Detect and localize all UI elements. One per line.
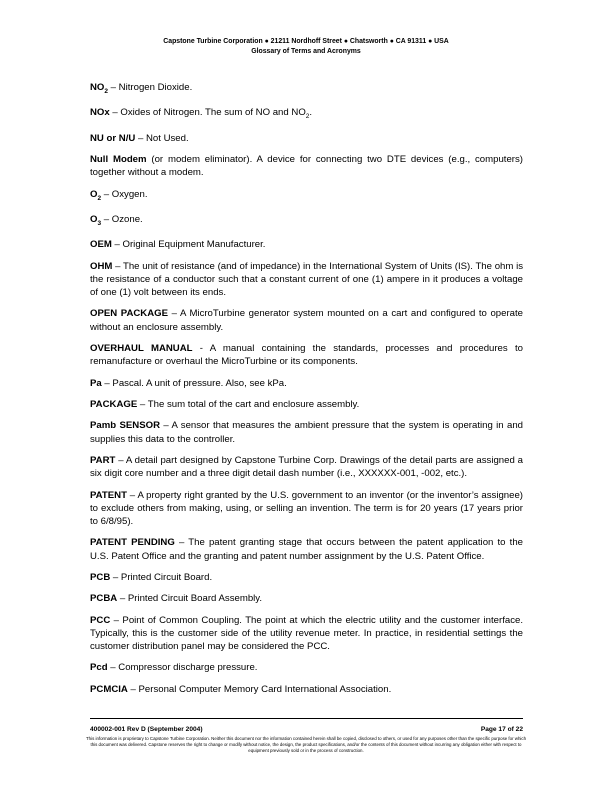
glossary-content: [90, 81, 523, 704]
glossary-entry-pa: [90, 377, 523, 390]
glossary-term: OVERHAUL MANUAL: [90, 342, 193, 354]
glossary-term: NU or N/U: [90, 132, 136, 144]
glossary-term: OHM: [90, 260, 113, 272]
glossary-definition: – A MicroTurbine generator system mounted on a cart and configured to operate without an enclosure assembly.: [90, 308, 523, 333]
glossary-term: Pa: [90, 377, 102, 389]
glossary-term: PATENT: [90, 489, 127, 501]
glossary-definition: – Original Equipment Manufacturer.: [111, 239, 266, 251]
glossary-definition: – The unit of resistance (and of impedance) in the International System of Units (IS). The ohm is the resistance of a conductor such that a constant current of one (1) ampere in it produces a voltage of one (1) volt between its ends.: [90, 260, 523, 298]
glossary-entry-oem: [90, 238, 523, 251]
glossary-term: OPEN PACKAGE: [90, 308, 169, 320]
glossary-term: PART: [90, 454, 116, 466]
page-footer: [90, 725, 523, 734]
glossary-term: PCB: [90, 571, 111, 583]
glossary-definition: – Pascal. A unit of pressure. Also, see kPa.: [101, 377, 287, 389]
glossary-entry-package: [90, 398, 523, 411]
glossary-definition: – The patent granting stage that occurs between the patent application to the U.S. Patent Office and the granting and patent number assignment by the U.S. Patent Office.: [90, 537, 523, 562]
glossary-term: $O_3$: [90, 213, 102, 227]
glossary-term: NOx: [90, 107, 110, 119]
glossary-definition: – Printed Circuit Board.: [110, 571, 213, 583]
glossary-entry-nu: [90, 132, 523, 145]
glossary-term: Pamb SENSOR: [90, 420, 161, 432]
glossary-definition: – A property right granted by the U.S. government to an inventor (or the inventor’s assignee) to exclude others from making, using, or selling an invention. The term is for 20 years (17 years prior to 6/8/95).: [90, 489, 523, 527]
glossary-entry-pcc: [90, 614, 523, 654]
glossary-entry-o2: [90, 188, 523, 205]
glossary-definition: (or modem eliminator). A device for connecting two DTE devices (e.g., computers) together without a modem.: [90, 153, 523, 179]
glossary-term: Null Modem: [90, 153, 147, 165]
glossary-entry-no2: [90, 81, 523, 98]
glossary-definition: – Compressor discharge pressure.: [107, 662, 258, 674]
glossary-term: PCMCIA: [90, 683, 128, 695]
glossary-definition: – A sensor that measures the ambient pressure that the system is operating in and supplies this data to the controller.: [90, 420, 524, 445]
glossary-entry-pcd: [90, 661, 523, 674]
glossary-entry-ohm: [90, 260, 523, 300]
glossary-definition: – A detail part designed by Capstone Turbine Corp. Drawings of the detail parts are assigned a six digit core number and a three digit detail dash number (i.e., XXXXXX-001, -002, etc.).: [90, 454, 523, 480]
glossary-entry-o3: [90, 213, 523, 230]
glossary-entry-null-modem: [90, 153, 523, 179]
proprietary-notice: This information is proprietary to Capstone Turbine Corporation. Neither this document nor the information contained herein shall be copied, disclosed to others, or used for any purposes other than the specific purpose for which this document was delivered. Capstone reserves the right to change or modify without notice, the design, the product specifications, and/or the contents of this document without incurring any obligation either with respect to equipment previously sold or in the process of construction.: [85, 736, 527, 754]
glossary-definition: – Nitrogen Dioxide.: [108, 82, 193, 93]
glossary-term: OEM: [90, 239, 112, 251]
glossary-definition: – The sum total of the cart and enclosure assembly.: [137, 398, 360, 410]
glossary-term: PCC: [90, 614, 111, 626]
glossary-entry-part: [90, 454, 523, 480]
glossary-term: $O_2$: [90, 188, 102, 202]
glossary-entry-nox: [90, 106, 523, 123]
glossary-entry-pamb-sensor: [90, 419, 523, 445]
glossary-entry-pcb: [90, 571, 523, 584]
glossary-definition: - A manual containing the standards, processes and procedures to remanufacture or overhaul the MicroTurbine or its components.: [90, 342, 523, 368]
glossary-term: PACKAGE: [90, 398, 138, 410]
page-number: Page 17 of 22: [480, 726, 523, 733]
glossary-definition: – Ozone.: [101, 213, 143, 225]
glossary-entry-overhaul-manual: [90, 342, 523, 368]
glossary-entry-pcmcia: [90, 683, 523, 696]
document-title: Glossary of Terms and Acronyms: [251, 48, 361, 55]
glossary-entry-open-package: [90, 307, 523, 333]
glossary-term: $NO_2$: [90, 82, 109, 95]
glossary-definition: – Not Used.: [135, 132, 189, 144]
glossary-definition: – Oxygen.: [101, 188, 148, 200]
glossary-term: Pcd: [90, 662, 108, 674]
glossary-definition: – Printed Circuit Board Assembly.: [117, 593, 263, 605]
glossary-entry-patent-pending: [90, 536, 523, 562]
glossary-entry-pcba: [90, 592, 523, 605]
glossary-definition: – Oxides of Nitrogen. The sum of NO and $NO_2$.: [109, 107, 313, 121]
glossary-definition: – Point of Common Coupling. The point at which the electric utility and the customer interface. Typically, this is the customer side of the utility revenue meter. In practice, in residential settings the customer distribution panel may be considered the PCC.: [90, 614, 523, 653]
company-address-line: Capstone Turbine Corporation ● 21211 Nordhoff Street ● Chatsworth ● CA 91311 ● USA: [163, 38, 449, 45]
glossary-definition: – Personal Computer Memory Card International Association.: [127, 683, 392, 695]
glossary-entry-patent: [90, 489, 523, 529]
page-header: [0, 37, 612, 57]
glossary-term: PATENT PENDING: [90, 537, 175, 549]
document-number: 400002-001 Rev D (September 2004): [90, 726, 203, 733]
footer-divider: [90, 718, 523, 719]
glossary-term: PCBA: [90, 593, 118, 605]
